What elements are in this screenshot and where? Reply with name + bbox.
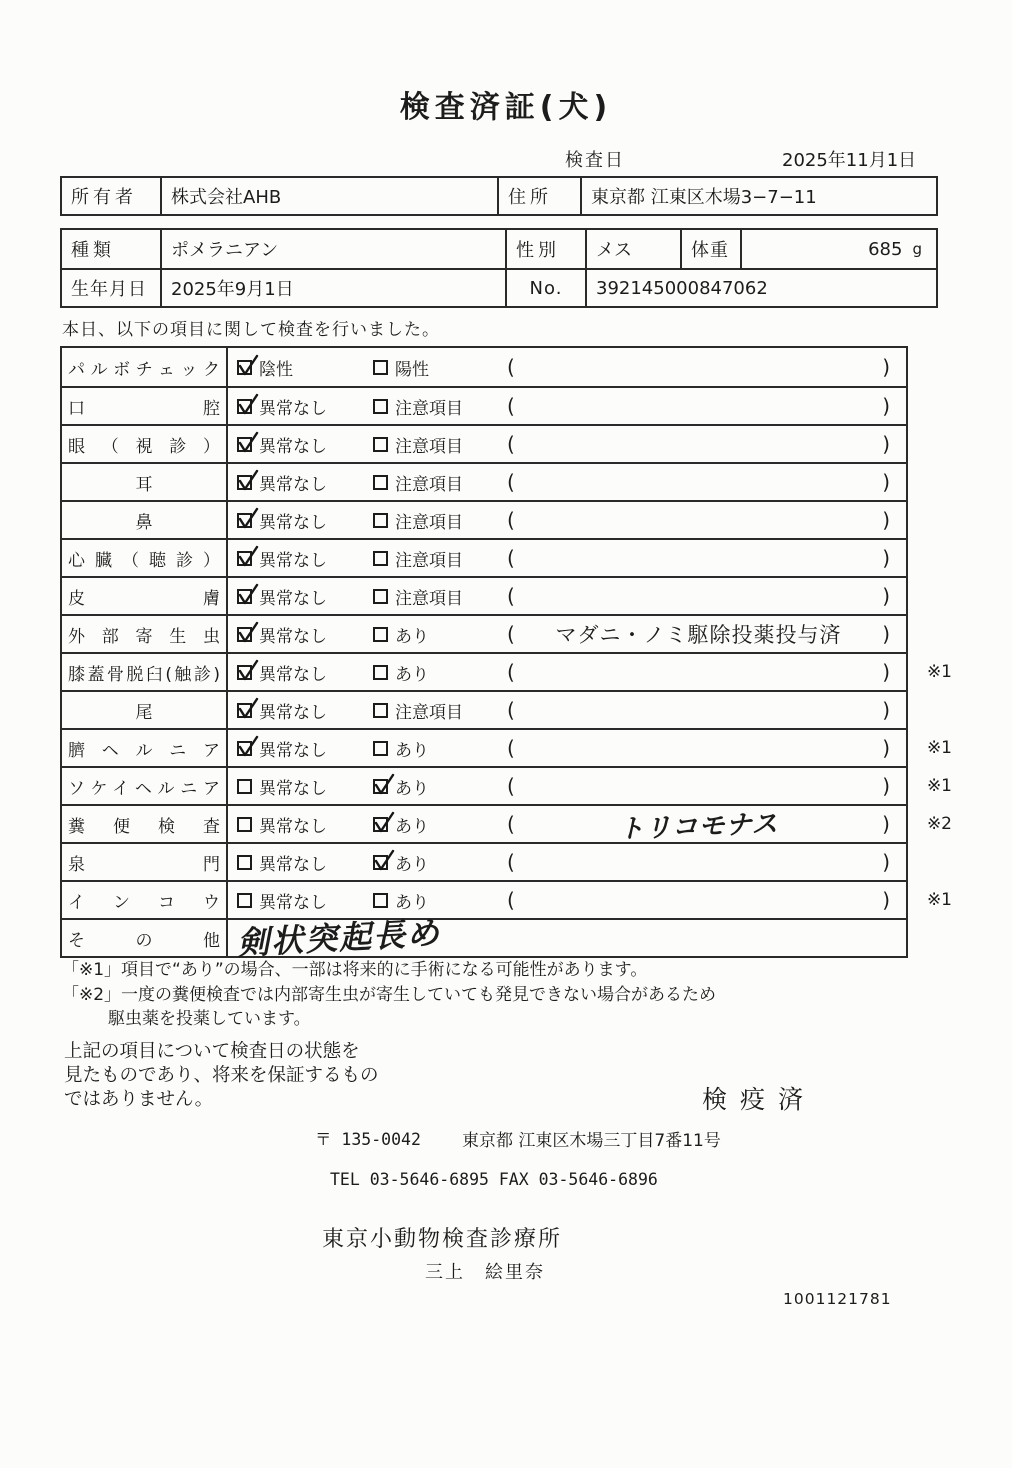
checkmark-icon xyxy=(373,848,396,873)
no-value: 392145000847062 xyxy=(596,277,768,299)
breed-label: 種類 xyxy=(62,230,162,268)
paren-open: ( xyxy=(507,470,515,494)
checkbox-label: あり xyxy=(395,626,429,647)
footnote-2-line2: 駆虫薬を投薬しています。 xyxy=(108,1009,311,1030)
result-parentheses xyxy=(501,355,906,379)
checkmark-icon xyxy=(237,544,260,569)
checklist-row-fecal-exam xyxy=(62,804,952,845)
checkbox-label: 異常なし xyxy=(259,854,327,875)
checkbox-normal xyxy=(237,812,373,837)
owner-label: 所有者 xyxy=(62,178,162,214)
checkbox-caution xyxy=(373,508,501,533)
footnotes xyxy=(62,958,716,1032)
item-label: そ の 他 xyxy=(62,920,228,956)
checkbox-label: 陽性 xyxy=(395,359,429,380)
item-label: 心 臓 （ 聴 診 ） xyxy=(62,540,228,576)
no-label: No. xyxy=(507,270,587,306)
checkbox-icon xyxy=(373,399,388,414)
checkbox-icon xyxy=(237,513,252,528)
result-parentheses xyxy=(501,806,906,843)
paren-open: ( xyxy=(507,850,515,874)
checkbox-caution xyxy=(373,546,501,571)
paren-close: ) xyxy=(882,774,890,798)
checkbox-label: 注意項目 xyxy=(395,436,463,457)
checkbox-icon xyxy=(237,475,252,490)
item-label: 鼻 xyxy=(62,502,228,538)
checkbox-icon xyxy=(373,437,388,452)
checkmark-icon xyxy=(237,506,260,531)
result-note: マダニ・ノミ駆除投薬投与済 xyxy=(555,623,842,647)
checkmark-icon xyxy=(237,430,260,455)
checklist-row-external-parasites xyxy=(62,614,906,652)
checkbox-label: 異常なし xyxy=(259,740,327,761)
checkbox-icon xyxy=(237,665,252,680)
checklist-row-patella xyxy=(62,652,952,690)
result-parentheses xyxy=(501,850,906,874)
checkbox-icon xyxy=(373,741,388,756)
checkmark-icon xyxy=(373,772,396,797)
item-label: 膝蓋骨脱臼(触診) xyxy=(62,654,228,690)
checkbox-icon xyxy=(373,513,388,528)
weight-unit: g xyxy=(912,240,922,258)
result-parentheses xyxy=(501,508,906,532)
checkbox-label: あり xyxy=(395,854,429,875)
item-label: 耳 xyxy=(62,464,228,500)
paren-close: ) xyxy=(882,432,890,456)
disclaimer xyxy=(64,1040,379,1112)
checkbox-normal xyxy=(237,660,373,685)
checkbox-label: あり xyxy=(395,892,429,913)
paren-close: ) xyxy=(882,584,890,608)
checkbox-icon xyxy=(237,627,252,642)
footnote-mark: ※1 xyxy=(926,662,952,682)
item-label: ソケイヘルニア xyxy=(62,768,228,804)
checkbox-label: 異常なし xyxy=(259,702,327,723)
birthdate-value: 2025年9月1日 xyxy=(162,270,507,306)
paren-open: ( xyxy=(507,546,515,570)
checkbox-icon xyxy=(237,893,252,908)
result-parentheses xyxy=(501,888,906,912)
checklist-row-eyes xyxy=(62,424,906,462)
item-label: 泉 門 xyxy=(62,844,228,880)
checklist-row-heart xyxy=(62,538,906,576)
checklist-row-tail xyxy=(62,690,906,728)
checkbox-caution xyxy=(373,394,501,419)
checkbox-label: 異常なし xyxy=(259,398,327,419)
clinic-tel-fax: TEL 03-5646-6895 FAX 03-5646-6896 xyxy=(330,1170,658,1189)
checkbox-label: 陰性 xyxy=(259,359,293,380)
clinic-name: 東京小動物検査診療所 xyxy=(322,1227,563,1252)
paren-open: ( xyxy=(507,660,515,684)
paren-close: ) xyxy=(882,470,890,494)
disclaimer-line-2: 見たものであり、将来を保証するもの xyxy=(64,1065,379,1087)
checkbox-normal xyxy=(237,698,373,723)
checklist-table xyxy=(60,346,952,963)
paren-close: ) xyxy=(882,660,890,684)
checkbox-icon xyxy=(373,627,388,642)
result-parentheses xyxy=(501,619,906,649)
checkbox-label: 異常なし xyxy=(259,892,327,913)
clinic-postal-code: 〒 135-0042 xyxy=(315,1130,421,1149)
item-label: 外 部 寄 生 虫 xyxy=(62,616,228,652)
checkbox-present xyxy=(373,774,501,799)
checkbox-icon xyxy=(237,703,252,718)
checklist-row-umbilical-hernia xyxy=(62,728,952,766)
item-label: 臍 ヘ ル ニ ア xyxy=(62,730,228,766)
checkbox-present xyxy=(373,736,501,761)
quarantine-stamp: 検疫済 xyxy=(702,1085,817,1114)
paren-open: ( xyxy=(507,508,515,532)
checkmark-icon xyxy=(237,468,260,493)
checkbox-normal xyxy=(237,736,373,761)
weight-value: 685 xyxy=(868,238,903,260)
result-parentheses xyxy=(501,736,906,760)
result-parentheses xyxy=(501,394,906,418)
checkmark-icon xyxy=(237,658,260,683)
result-note-handwritten: トリコモナス xyxy=(617,808,780,845)
paren-open: ( xyxy=(507,888,515,912)
checkbox-icon xyxy=(237,399,252,414)
checkbox-label: 注意項目 xyxy=(395,474,463,495)
checkbox-normal xyxy=(237,394,373,419)
checkbox-present xyxy=(373,622,501,647)
checklist-row-other xyxy=(62,913,906,963)
checkbox-normal xyxy=(237,546,373,571)
breed-value: ポメラニアン xyxy=(162,230,507,268)
address-value: 東京都 江東区木場3−7−11 xyxy=(591,187,817,208)
checkbox-negative xyxy=(237,355,373,380)
checkbox-positive xyxy=(373,355,501,380)
paren-open: ( xyxy=(507,355,515,379)
paren-open: ( xyxy=(507,432,515,456)
checkbox-label: 異常なし xyxy=(259,474,327,495)
paren-open: ( xyxy=(507,812,515,836)
checkbox-normal xyxy=(237,432,373,457)
checklist-row-mouth xyxy=(62,386,906,424)
checkbox-normal xyxy=(237,508,373,533)
animal-table xyxy=(60,228,938,308)
checkbox-icon xyxy=(373,589,388,604)
inspection-date-value: 2025年11月1日 xyxy=(782,150,917,171)
paren-close: ) xyxy=(882,850,890,874)
checkbox-label: あり xyxy=(395,664,429,685)
checkmark-icon xyxy=(237,392,260,417)
checkmark-icon xyxy=(373,810,396,835)
checklist-row-inguinal-hernia xyxy=(62,766,952,804)
item-label: 皮 膚 xyxy=(62,578,228,614)
paren-close: ) xyxy=(882,698,890,722)
paren-open: ( xyxy=(507,698,515,722)
checkmark-icon xyxy=(237,582,260,607)
document-title: 検査済証(犬) xyxy=(399,90,613,125)
footnote-mark: ※1 xyxy=(926,738,952,758)
checkbox-label: 異常なし xyxy=(259,626,327,647)
disclaimer-line-3: ではありません。 xyxy=(64,1089,214,1111)
checkbox-icon xyxy=(373,360,388,375)
paren-open: ( xyxy=(507,622,515,646)
checkbox-icon xyxy=(237,817,252,832)
paren-close: ) xyxy=(882,622,890,646)
paren-close: ) xyxy=(882,355,890,379)
veterinarian-name: 三上 絵里奈 xyxy=(425,1262,545,1283)
checkbox-label: 異常なし xyxy=(259,436,327,457)
checkbox-label: 注意項目 xyxy=(395,550,463,571)
footnote-1: 「※1」項目で“あり”の場合、一部は将来的に手術になる可能性があります。 xyxy=(62,960,648,980)
paren-close: ) xyxy=(882,888,890,912)
checkbox-normal xyxy=(237,888,373,913)
checklist-row-ears xyxy=(62,462,906,500)
checkmark-icon xyxy=(237,696,260,721)
item-label: パルボチェック xyxy=(62,348,228,386)
checkbox-icon xyxy=(237,741,252,756)
checkmark-icon xyxy=(237,620,260,645)
animal-table-row-2 xyxy=(62,268,936,306)
paren-open: ( xyxy=(507,774,515,798)
checkbox-normal xyxy=(237,774,373,799)
result-parentheses xyxy=(501,698,906,722)
item-label: 眼 （ 視 診 ） xyxy=(62,426,228,462)
inspection-date-label: 検査日 xyxy=(565,150,625,171)
result-parentheses xyxy=(501,774,906,798)
result-parentheses xyxy=(501,432,906,456)
checkbox-icon xyxy=(373,893,388,908)
checkbox-caution xyxy=(373,584,501,609)
owner-table xyxy=(60,176,938,216)
checkbox-normal xyxy=(237,850,373,875)
checkbox-icon xyxy=(237,551,252,566)
checkbox-icon xyxy=(237,855,252,870)
checkmark-icon xyxy=(237,353,260,378)
checklist-row-parvo xyxy=(62,348,906,386)
other-handwritten-note: 剣状突起長め xyxy=(236,913,442,963)
result-parentheses xyxy=(501,584,906,608)
checkbox-icon xyxy=(373,703,388,718)
weight-label: 体重 xyxy=(682,230,742,268)
checkbox-normal xyxy=(237,622,373,647)
paren-open: ( xyxy=(507,584,515,608)
checkbox-label: あり xyxy=(395,816,429,837)
checkbox-icon xyxy=(373,665,388,680)
checkbox-icon xyxy=(237,779,252,794)
clinic-address: 東京都 江東区木場三丁目7番11号 xyxy=(462,1131,721,1151)
serial-number: 1001121781 xyxy=(783,1290,892,1308)
checkbox-caution xyxy=(373,698,501,723)
checkbox-label: 異常なし xyxy=(259,664,327,685)
paren-open: ( xyxy=(507,394,515,418)
disclaimer-line-1: 上記の項目について検査日の状態を xyxy=(64,1041,360,1062)
address-label: 住所 xyxy=(499,178,582,214)
checkbox-icon xyxy=(373,551,388,566)
checkbox-label: あり xyxy=(395,778,429,799)
sex-label: 性別 xyxy=(507,230,587,268)
checkbox-label: 異常なし xyxy=(259,816,327,837)
checkbox-label: 異常なし xyxy=(259,588,327,609)
result-parentheses xyxy=(501,660,906,684)
footnote-mark: ※2 xyxy=(926,814,952,834)
checkbox-present xyxy=(373,660,501,685)
checkbox-icon xyxy=(373,817,388,832)
result-parentheses xyxy=(501,546,906,570)
footnote-2-line1: 「※2」一度の糞便検査では内部寄生虫が寄生していても発見できない場合があるため xyxy=(62,984,717,1005)
intro-text: 本日、以下の項目に関して検査を行いました。 xyxy=(62,320,440,340)
checklist-row-skin xyxy=(62,576,906,614)
checkbox-caution xyxy=(373,470,501,495)
item-label: 口 腔 xyxy=(62,388,228,424)
checkbox-label: 注意項目 xyxy=(395,588,463,609)
checkbox-label: 異常なし xyxy=(259,512,327,533)
checkbox-present xyxy=(373,850,501,875)
paren-close: ) xyxy=(882,394,890,418)
checkbox-normal xyxy=(237,584,373,609)
checkbox-icon xyxy=(237,360,252,375)
checkbox-present xyxy=(373,812,501,837)
paren-close: ) xyxy=(882,812,890,836)
weight-value-cell xyxy=(742,230,936,268)
animal-table-row-1 xyxy=(62,230,936,268)
checkbox-label: 異常なし xyxy=(259,778,327,799)
checklist-row-nose xyxy=(62,500,906,538)
paren-close: ) xyxy=(882,508,890,532)
result-parentheses xyxy=(501,470,906,494)
checkmark-icon xyxy=(237,734,260,759)
paren-close: ) xyxy=(882,736,890,760)
item-label: 糞 便 検 査 xyxy=(62,806,228,842)
checkbox-label: 注意項目 xyxy=(395,512,463,533)
checkbox-label: 異常なし xyxy=(259,550,327,571)
checkbox-icon xyxy=(373,779,388,794)
checkbox-icon xyxy=(237,589,252,604)
checklist-row-fontanelle xyxy=(62,842,906,880)
birthdate-label: 生年月日 xyxy=(62,270,162,306)
paren-open: ( xyxy=(507,736,515,760)
checkbox-label: あり xyxy=(395,740,429,761)
checkbox-icon xyxy=(373,855,388,870)
footnote-mark: ※1 xyxy=(926,890,952,910)
owner-value: 株式会社AHB xyxy=(162,178,499,214)
item-label: 尾 xyxy=(62,692,228,728)
checkbox-caution xyxy=(373,432,501,457)
paren-close: ) xyxy=(882,546,890,570)
checkbox-label: 注意項目 xyxy=(395,398,463,419)
footnote-mark: ※1 xyxy=(926,776,952,796)
checkbox-icon xyxy=(373,475,388,490)
checkbox-label: 注意項目 xyxy=(395,702,463,723)
checkbox-icon xyxy=(237,437,252,452)
sex-value: メス xyxy=(587,230,682,268)
item-label: イ ン コ ウ xyxy=(62,882,228,918)
checklist-row-inkou xyxy=(62,880,952,918)
checkbox-normal xyxy=(237,470,373,495)
